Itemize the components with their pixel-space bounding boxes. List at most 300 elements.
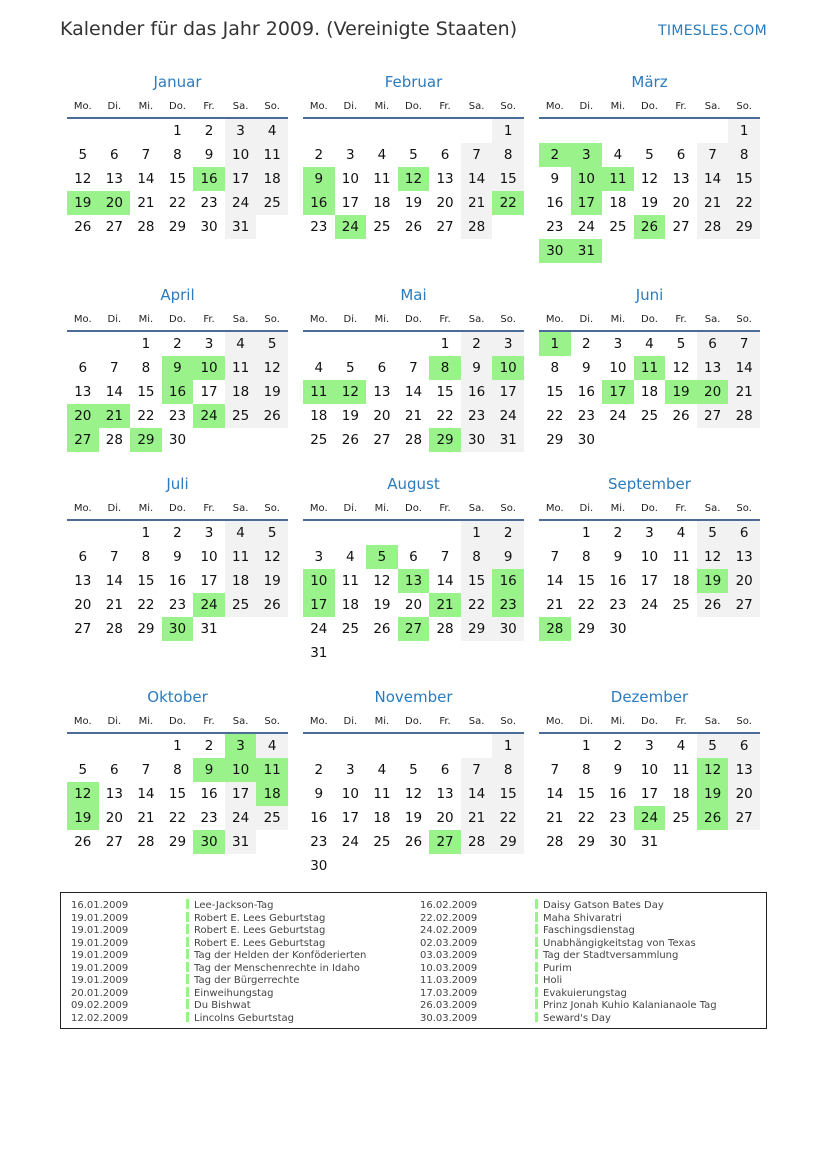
day-cell: 24 — [577, 219, 595, 235]
weekday-label: Mo. — [309, 101, 328, 112]
day-cell: 18 — [225, 380, 257, 404]
month-title: Januar — [153, 73, 202, 91]
empty-cell — [366, 332, 398, 356]
holiday-date: 22.02.2009 — [420, 912, 478, 924]
day-cell: 3 — [204, 336, 214, 352]
day-cell: 13 — [105, 171, 123, 187]
weekday-label: Mi. — [374, 101, 390, 112]
day-cell: 20 — [74, 597, 92, 613]
day-cell: 10 — [341, 171, 359, 187]
day-cell: 22 — [546, 408, 564, 424]
day-cell: 1 — [141, 525, 151, 541]
weekday-label: Do. — [641, 314, 658, 325]
weekday-label: Sa. — [468, 503, 485, 514]
day-cell: 28 — [137, 219, 155, 235]
day-cell: 14 — [697, 167, 729, 191]
legend-row — [71, 899, 366, 912]
day-cell: 7 — [141, 147, 151, 163]
legend-column — [420, 899, 717, 1024]
day-cell: 6 — [728, 734, 760, 758]
day-cell: 13 — [74, 384, 92, 400]
day-cell: 22 — [436, 408, 454, 424]
holiday-marker — [186, 974, 189, 984]
day-cell: 6 — [110, 147, 119, 163]
weekday-label: So. — [736, 314, 752, 325]
day-cell: 8 — [492, 758, 524, 782]
day-cell: 25 — [310, 432, 328, 448]
day-cell: 27 — [728, 806, 760, 830]
day-cell: 3 — [645, 738, 654, 754]
weekday-label: Di. — [107, 716, 122, 727]
legend-row — [420, 1012, 717, 1025]
day-cell: 8 — [173, 147, 182, 163]
empty-cell — [99, 734, 131, 758]
weekday-header — [303, 307, 524, 332]
day-cell: 8 — [492, 143, 524, 167]
weekday-label: Mo. — [545, 101, 564, 112]
day-cell: 22 — [137, 597, 155, 613]
day-cell: 6 — [676, 147, 686, 163]
weekday-label: Mo. — [73, 101, 92, 112]
holiday-day-cell: 20 — [67, 404, 99, 428]
day-cell: 22 — [168, 195, 187, 211]
day-cell: 18 — [609, 195, 627, 211]
day-cell: 17 — [640, 786, 659, 802]
day-cell: 29 — [137, 621, 155, 637]
empty-cell — [130, 734, 162, 758]
holiday-day-cell: 30 — [539, 239, 571, 263]
holiday-day-cell: 9 — [193, 758, 225, 782]
holiday-date: 09.02.2009 — [71, 1000, 129, 1011]
holiday-name: Holi — [543, 975, 563, 986]
holiday-day-cell: 24 — [193, 404, 225, 428]
day-cell: 10 — [640, 762, 659, 778]
day-grid — [303, 119, 524, 239]
holiday-name: Evakuierungstag — [543, 987, 627, 999]
day-cell: 30 — [168, 432, 187, 448]
day-cell: 11 — [373, 786, 391, 802]
day-cell: 8 — [582, 762, 591, 778]
empty-cell — [429, 521, 461, 545]
day-cell: 26 — [404, 834, 423, 850]
day-cell: 19 — [256, 380, 288, 404]
day-cell: 16 — [168, 573, 187, 589]
holiday-day-cell: 18 — [256, 782, 288, 806]
day-cell: 12 — [256, 356, 288, 380]
day-grid — [67, 119, 288, 239]
day-cell: 31 — [225, 215, 257, 239]
holiday-day-cell: 5 — [366, 545, 398, 569]
day-cell: 5 — [256, 521, 288, 545]
holiday-day-cell: 20 — [99, 191, 131, 215]
legend-row — [420, 899, 717, 912]
day-cell: 7 — [461, 758, 493, 782]
holiday-name: Einweihungstag — [194, 987, 274, 999]
holiday-day-cell: 17 — [571, 191, 603, 215]
month-title: Juli — [166, 475, 189, 493]
holiday-date: 10.03.2009 — [420, 962, 478, 974]
month-title: August — [387, 475, 440, 493]
day-cell: 29 — [461, 617, 493, 641]
day-cell: 2 — [314, 762, 324, 778]
legend-row — [71, 924, 366, 937]
holiday-name: Faschingsdienstag — [543, 925, 635, 936]
day-cell: 16 — [310, 810, 328, 826]
day-cell: 5 — [409, 762, 418, 778]
holiday-day-cell: 2 — [539, 143, 571, 167]
empty-cell — [602, 119, 634, 143]
weekday-label: Sa. — [704, 716, 721, 727]
day-cell: 22 — [577, 597, 595, 613]
holiday-name: Unabhängigkeitstag von Texas — [543, 937, 696, 949]
day-cell: 11 — [672, 762, 690, 778]
day-cell: 9 — [461, 356, 493, 380]
day-cell: 30 — [310, 858, 328, 874]
day-cell: 6 — [440, 762, 450, 778]
weekday-label: Fr. — [675, 503, 687, 514]
day-cell: 23 — [200, 195, 218, 211]
weekday-label: So. — [264, 314, 280, 325]
weekday-label: Fr. — [203, 101, 215, 112]
month-0 — [67, 70, 288, 263]
day-cell: 30 — [492, 617, 524, 641]
day-cell: 28 — [546, 834, 564, 850]
day-cell: 1 — [492, 734, 524, 758]
day-grid — [303, 332, 524, 452]
day-cell: 5 — [409, 147, 418, 163]
day-cell: 10 — [609, 360, 627, 376]
day-cell: 18 — [672, 786, 690, 802]
day-cell: 17 — [492, 380, 524, 404]
empty-cell — [335, 521, 367, 545]
day-cell: 16 — [609, 573, 627, 589]
day-cell: 2 — [314, 147, 324, 163]
day-cell: 22 — [577, 810, 595, 826]
empty-cell — [571, 119, 603, 143]
month-4 — [303, 283, 524, 452]
holiday-day-cell: 17 — [602, 380, 634, 404]
day-cell: 17 — [200, 384, 218, 400]
day-cell: 16 — [546, 195, 564, 211]
weekday-label: Fr. — [675, 716, 687, 727]
day-cell: 21 — [461, 191, 493, 215]
day-cell: 1 — [582, 738, 591, 754]
weekday-label: Sa. — [232, 314, 249, 325]
empty-cell — [130, 119, 162, 143]
holiday-marker — [186, 949, 189, 959]
empty-cell — [634, 119, 666, 143]
weekday-header — [303, 94, 524, 119]
day-cell: 27 — [436, 219, 454, 235]
weekday-label: Do. — [405, 101, 422, 112]
month-title: Juni — [635, 286, 664, 304]
day-cell: 29 — [577, 834, 595, 850]
day-cell: 9 — [550, 171, 560, 187]
day-cell: 18 — [310, 408, 328, 424]
holiday-marker — [186, 1012, 189, 1022]
day-cell: 2 — [204, 738, 214, 754]
day-grid — [303, 734, 524, 878]
day-cell: 23 — [461, 404, 493, 428]
day-cell: 14 — [436, 573, 454, 589]
holiday-day-cell: 22 — [492, 191, 524, 215]
holiday-day-cell: 8 — [429, 356, 461, 380]
holiday-day-cell: 24 — [335, 215, 367, 239]
day-cell: 7 — [141, 762, 151, 778]
empty-cell — [335, 734, 367, 758]
day-cell: 23 — [310, 834, 328, 850]
day-grid — [539, 734, 760, 854]
legend-row — [71, 1012, 366, 1025]
weekday-label: Do. — [169, 503, 186, 514]
day-cell: 4 — [314, 360, 324, 376]
day-cell: 14 — [461, 782, 493, 806]
day-cell: 22 — [168, 810, 187, 826]
month-title: Oktober — [147, 688, 208, 706]
holiday-day-cell: 19 — [697, 569, 729, 593]
day-cell: 25 — [373, 834, 391, 850]
holiday-day-cell: 11 — [256, 758, 288, 782]
day-cell: 28 — [697, 215, 729, 239]
weekday-label: So. — [264, 503, 280, 514]
weekday-label: Sa. — [704, 314, 721, 325]
empty-cell — [303, 734, 335, 758]
day-cell: 12 — [373, 573, 391, 589]
day-cell: 15 — [728, 167, 760, 191]
legend-row — [420, 924, 717, 937]
day-cell: 23 — [168, 408, 187, 424]
day-cell: 21 — [105, 597, 123, 613]
holiday-day-cell: 19 — [665, 380, 697, 404]
day-cell: 5 — [256, 332, 288, 356]
day-cell: 31 — [310, 645, 328, 661]
weekday-label: Di. — [579, 314, 594, 325]
months-grid — [67, 70, 760, 898]
legend-row — [420, 949, 717, 962]
day-cell: 8 — [582, 549, 591, 565]
holiday-day-cell: 16 — [162, 380, 194, 404]
holiday-date: 19.01.2009 — [71, 925, 129, 936]
weekday-header — [539, 709, 760, 734]
holiday-date: 20.01.2009 — [71, 987, 129, 999]
day-cell: 31 — [492, 428, 524, 452]
day-cell: 9 — [613, 549, 623, 565]
day-cell: 4 — [377, 762, 387, 778]
weekday-label: Di. — [343, 101, 358, 112]
holiday-day-cell: 23 — [492, 593, 524, 617]
day-cell: 7 — [697, 143, 729, 167]
holiday-name: Du Bishwat — [194, 1000, 251, 1011]
weekday-label: Di. — [343, 314, 358, 325]
day-cell: 3 — [204, 525, 214, 541]
day-cell: 15 — [577, 573, 595, 589]
day-cell: 1 — [173, 738, 182, 754]
day-cell: 23 — [168, 597, 187, 613]
day-cell: 17 — [225, 782, 257, 806]
day-grid — [539, 332, 760, 452]
holiday-date: 17.03.2009 — [420, 987, 478, 999]
weekday-label: Mo. — [545, 314, 564, 325]
holiday-day-cell: 27 — [398, 617, 430, 641]
weekday-label: Mi. — [138, 503, 154, 514]
day-cell: 8 — [173, 762, 182, 778]
day-cell: 26 — [697, 593, 729, 617]
weekday-label: Mi. — [610, 503, 626, 514]
holiday-day-cell: 11 — [602, 167, 634, 191]
holiday-day-cell: 9 — [303, 167, 335, 191]
day-cell: 26 — [373, 621, 391, 637]
day-cell: 3 — [346, 762, 355, 778]
empty-cell — [99, 119, 131, 143]
day-cell: 28 — [728, 404, 760, 428]
day-cell: 6 — [728, 521, 760, 545]
weekday-header — [539, 496, 760, 521]
day-cell: 4 — [346, 549, 355, 565]
month-title: Februar — [384, 73, 443, 91]
holiday-date: 02.03.2009 — [420, 937, 478, 949]
weekday-header — [303, 496, 524, 521]
holiday-marker — [186, 899, 189, 909]
day-cell: 1 — [173, 123, 182, 139]
day-cell: 21 — [697, 191, 729, 215]
empty-cell — [539, 521, 571, 545]
holiday-date: 11.03.2009 — [420, 975, 478, 986]
day-cell: 19 — [404, 195, 423, 211]
day-cell: 18 — [672, 573, 690, 589]
weekday-label: Fr. — [439, 716, 451, 727]
empty-cell — [335, 119, 367, 143]
day-cell: 14 — [404, 384, 423, 400]
holiday-name: Prinz Jonah Kuhio Kalanianaole Tag — [543, 1000, 717, 1011]
day-cell: 23 — [546, 219, 564, 235]
day-cell: 23 — [200, 810, 218, 826]
day-cell: 14 — [137, 171, 155, 187]
month-title: Dezember — [610, 688, 689, 706]
brand-link[interactable]: TIMESLES.COM — [658, 23, 767, 39]
day-cell: 24 — [640, 597, 659, 613]
day-grid — [67, 734, 288, 854]
weekday-label: Sa. — [468, 716, 485, 727]
month-10 — [303, 685, 524, 878]
day-cell: 17 — [225, 167, 257, 191]
day-cell: 16 — [577, 384, 595, 400]
day-cell: 4 — [676, 525, 686, 541]
holiday-date: 19.01.2009 — [71, 937, 129, 949]
holiday-marker — [186, 937, 189, 947]
day-cell: 12 — [640, 171, 659, 187]
empty-cell — [665, 119, 697, 143]
day-cell: 15 — [546, 384, 564, 400]
weekday-label: So. — [264, 101, 280, 112]
holiday-marker — [186, 987, 189, 997]
holiday-day-cell: 12 — [697, 758, 729, 782]
day-cell: 13 — [436, 171, 454, 187]
day-cell: 15 — [436, 384, 454, 400]
holiday-day-cell: 27 — [67, 428, 99, 452]
day-cell: 7 — [550, 549, 560, 565]
day-cell: 7 — [550, 762, 560, 778]
day-cell: 27 — [697, 404, 729, 428]
holiday-name: Tag der Helden der Konföderierten — [194, 950, 367, 961]
holiday-name: Seward's Day — [543, 1012, 611, 1024]
day-cell: 11 — [256, 143, 288, 167]
day-cell: 20 — [436, 195, 454, 211]
empty-cell — [461, 119, 493, 143]
day-cell: 4 — [225, 521, 257, 545]
holiday-day-cell: 10 — [303, 569, 335, 593]
holiday-day-cell: 3 — [225, 734, 257, 758]
empty-cell — [398, 734, 430, 758]
day-cell: 5 — [697, 734, 729, 758]
day-cell: 11 — [225, 545, 257, 569]
day-cell: 27 — [373, 432, 391, 448]
weekday-header — [539, 94, 760, 119]
day-cell: 25 — [672, 810, 690, 826]
day-cell: 21 — [137, 195, 155, 211]
day-cell: 9 — [613, 762, 623, 778]
day-cell: 29 — [168, 834, 187, 850]
day-cell: 25 — [225, 404, 257, 428]
empty-cell — [398, 332, 430, 356]
legend-row — [420, 962, 717, 975]
holiday-day-cell: 11 — [303, 380, 335, 404]
holiday-date: 16.02.2009 — [420, 900, 478, 911]
day-cell: 12 — [404, 786, 423, 802]
month-6 — [67, 472, 288, 665]
day-cell: 14 — [137, 786, 155, 802]
weekday-label: Di. — [579, 101, 594, 112]
month-5 — [539, 283, 760, 452]
day-cell: 8 — [461, 545, 493, 569]
holiday-date: 03.03.2009 — [420, 950, 478, 961]
day-cell: 17 — [341, 810, 359, 826]
holiday-day-cell: 19 — [67, 191, 99, 215]
day-cell: 29 — [492, 830, 524, 854]
legend-row — [420, 937, 717, 950]
day-cell: 25 — [373, 219, 391, 235]
day-cell: 8 — [141, 549, 151, 565]
weekday-label: So. — [500, 101, 516, 112]
day-cell: 28 — [436, 621, 454, 637]
day-cell: 11 — [672, 549, 690, 565]
day-cell: 10 — [640, 549, 659, 565]
empty-cell — [99, 521, 131, 545]
weekday-label: Do. — [169, 716, 186, 727]
weekday-label: Fr. — [439, 101, 451, 112]
day-grid — [539, 119, 760, 263]
day-cell: 3 — [225, 119, 257, 143]
month-8 — [539, 472, 760, 665]
weekday-label: Di. — [107, 503, 122, 514]
weekday-label: Mo. — [73, 503, 92, 514]
holiday-marker — [535, 987, 538, 997]
holiday-day-cell: 16 — [492, 569, 524, 593]
weekday-label: Di. — [579, 716, 594, 727]
weekday-label: Do. — [641, 716, 658, 727]
day-cell: 15 — [492, 782, 524, 806]
holiday-name: Lee-Jackson-Tag — [194, 900, 274, 911]
weekday-label: Mi. — [374, 503, 390, 514]
weekday-label: Di. — [343, 716, 358, 727]
empty-cell — [697, 119, 729, 143]
day-cell: 4 — [256, 119, 288, 143]
day-cell: 2 — [461, 332, 493, 356]
day-cell: 1 — [492, 119, 524, 143]
empty-cell — [429, 734, 461, 758]
holiday-marker — [535, 949, 538, 959]
day-cell: 28 — [105, 432, 123, 448]
weekday-label: Sa. — [704, 503, 721, 514]
